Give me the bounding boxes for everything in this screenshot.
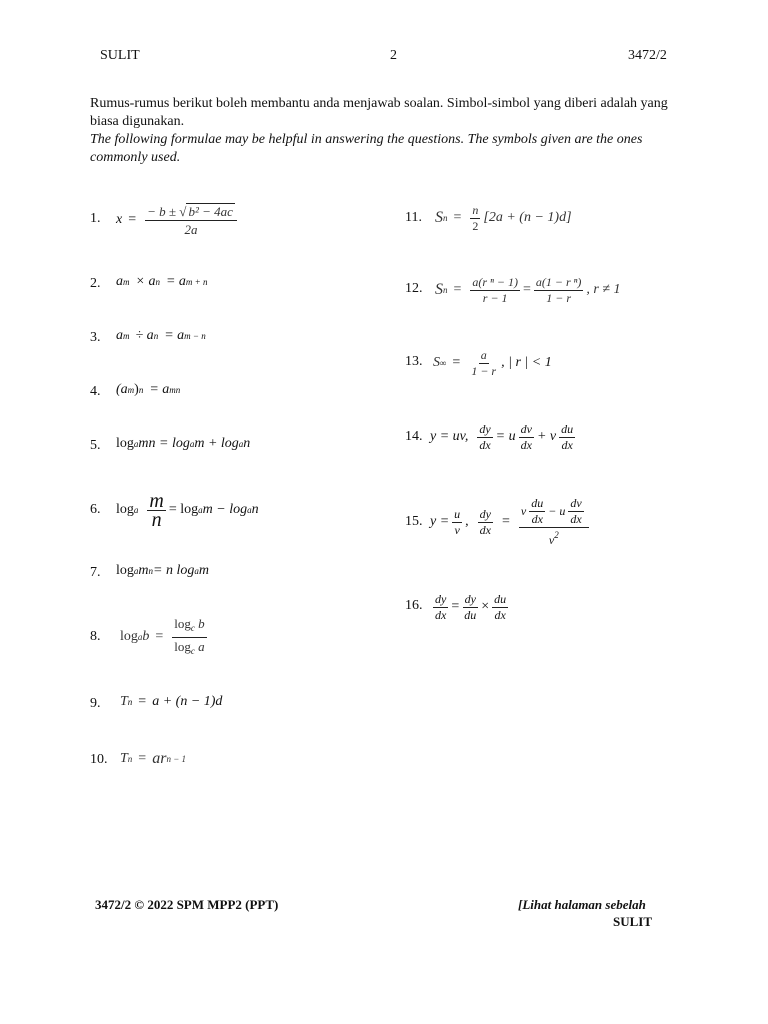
formula-log-power: log a m n = n log a m [116,563,209,578]
formula-number-8: 8. [90,629,101,644]
formula-quadratic: x = $\frac{\text{− b ± √ b² − 4ac}}{2a}$ [116,200,240,240]
ap-sum-fraction: $\frac{n}{2}$ [472,202,479,233]
formula-index-divide: a m ÷ a n = a m − n [116,328,206,343]
formula-number-10: 10. [90,752,108,767]
formula-quotient-rule: y = $\frac{u}{v}$ , $\frac{dy}{dx}$ = v $\frac{du}{dx}$ − u $\frac{dv}{dx}$ $v^2$ [430,494,592,550]
formula-log-quotient: log a $\frac{m}{n}$ = log a m − log a n [116,489,259,531]
header-right: 3472/2 [628,48,667,63]
formula-number-1: 1. [90,211,101,226]
change-of-base-fraction: $\frac{\log_c b}{\log_c a}$ [174,615,205,656]
intro-english: The following formulae may be helpful in answering the questions. The symbols given are the ones commonly used. [90,132,643,165]
formula-gp-sum: S n = $\frac{\text{a(r ⁿ − 1)}}{r - 1}$ = $\frac{\text{a(1 − r ⁿ)}}{1 - r}$ , r ≠ 1 [435,274,621,305]
formula-gp-infinity: S ∞ = $\frac{a}{1 - r}$ , | r | < 1 [433,347,552,378]
header-left: SULIT [100,48,140,63]
formula-number-3: 3. [90,330,101,345]
formula-number-14: 14. [405,429,423,444]
formula-number-11: 11. [405,210,422,225]
gp-sum-fraction-1: $\frac{\text{a(r ⁿ − 1)}}{r - 1}$ [472,274,518,305]
log-quotient-fraction: $\frac{m}{n}$ [149,489,164,531]
formula-number-15: 15. [405,514,423,529]
formula-gp-term: T n = ar n − 1 [120,750,187,767]
formula-number-5: 5. [90,438,101,453]
quadratic-fraction: $\frac{\text{− b ± √ b² − 4ac}}{2a}$ [145,203,237,238]
intro-malay: Rumus-rumus berikut boleh membantu anda menjawab soalan. Simbol-simbol yang diberi adalah yang biasa digunakan. [90,96,668,129]
gp-sum-fraction-2: $\frac{\text{a(1 − r ⁿ)}}{1 - r}$ [535,274,582,305]
page-number: 2 [390,48,397,63]
footer-next-page: [Lihat halaman sebelah [518,897,646,912]
formula-change-of-base: log a b = $\frac{\log_c b}{\log_c a}$ [120,616,210,658]
formula-number-6: 6. [90,502,101,517]
formula-chain-rule: $\frac{dy}{dx}$ = $\frac{dy}{du}$ × $\frac{du}{dx}$ [435,591,507,622]
footer-sulit: SULIT [613,914,653,929]
formula-number-13: 13. [405,354,423,369]
intro [90,95,670,167]
formula-product-rule: y = uv, $\frac{dy}{dx}$ = u $\frac{dv}{dx}$ + v $\frac{du}{dx}$ [430,421,574,452]
formula-number-16: 16. [405,598,423,613]
formula-index-power: (a m ) n = a mn [116,382,181,397]
formula-number-4: 4. [90,384,101,399]
formula-number-9: 9. [90,696,101,711]
formula-ap-term: T n = a + (n − 1)d [120,694,223,709]
formula-number-7: 7. [90,565,101,580]
formula-log-product: log a mn = log a m + log a n [116,436,251,451]
formula-index-multiply: a m × a n = a m + n [116,274,208,289]
formula-number-12: 12. [405,281,423,296]
footer-code: 3472/2 © 2022 SPM MPP2 (PPT) [95,897,279,912]
formula-ap-sum: S n = $\frac{n}{2}$ [2a + (n − 1)d] [435,202,572,233]
gp-infinity-fraction: $\frac{a}{1 - r}$ [471,347,497,378]
quotient-rule-main-fraction: v $\frac{du}{dx}$ − u $\frac{dv}{dx}$ $v^2$ [519,496,589,548]
formula-number-2: 2. [90,276,101,291]
